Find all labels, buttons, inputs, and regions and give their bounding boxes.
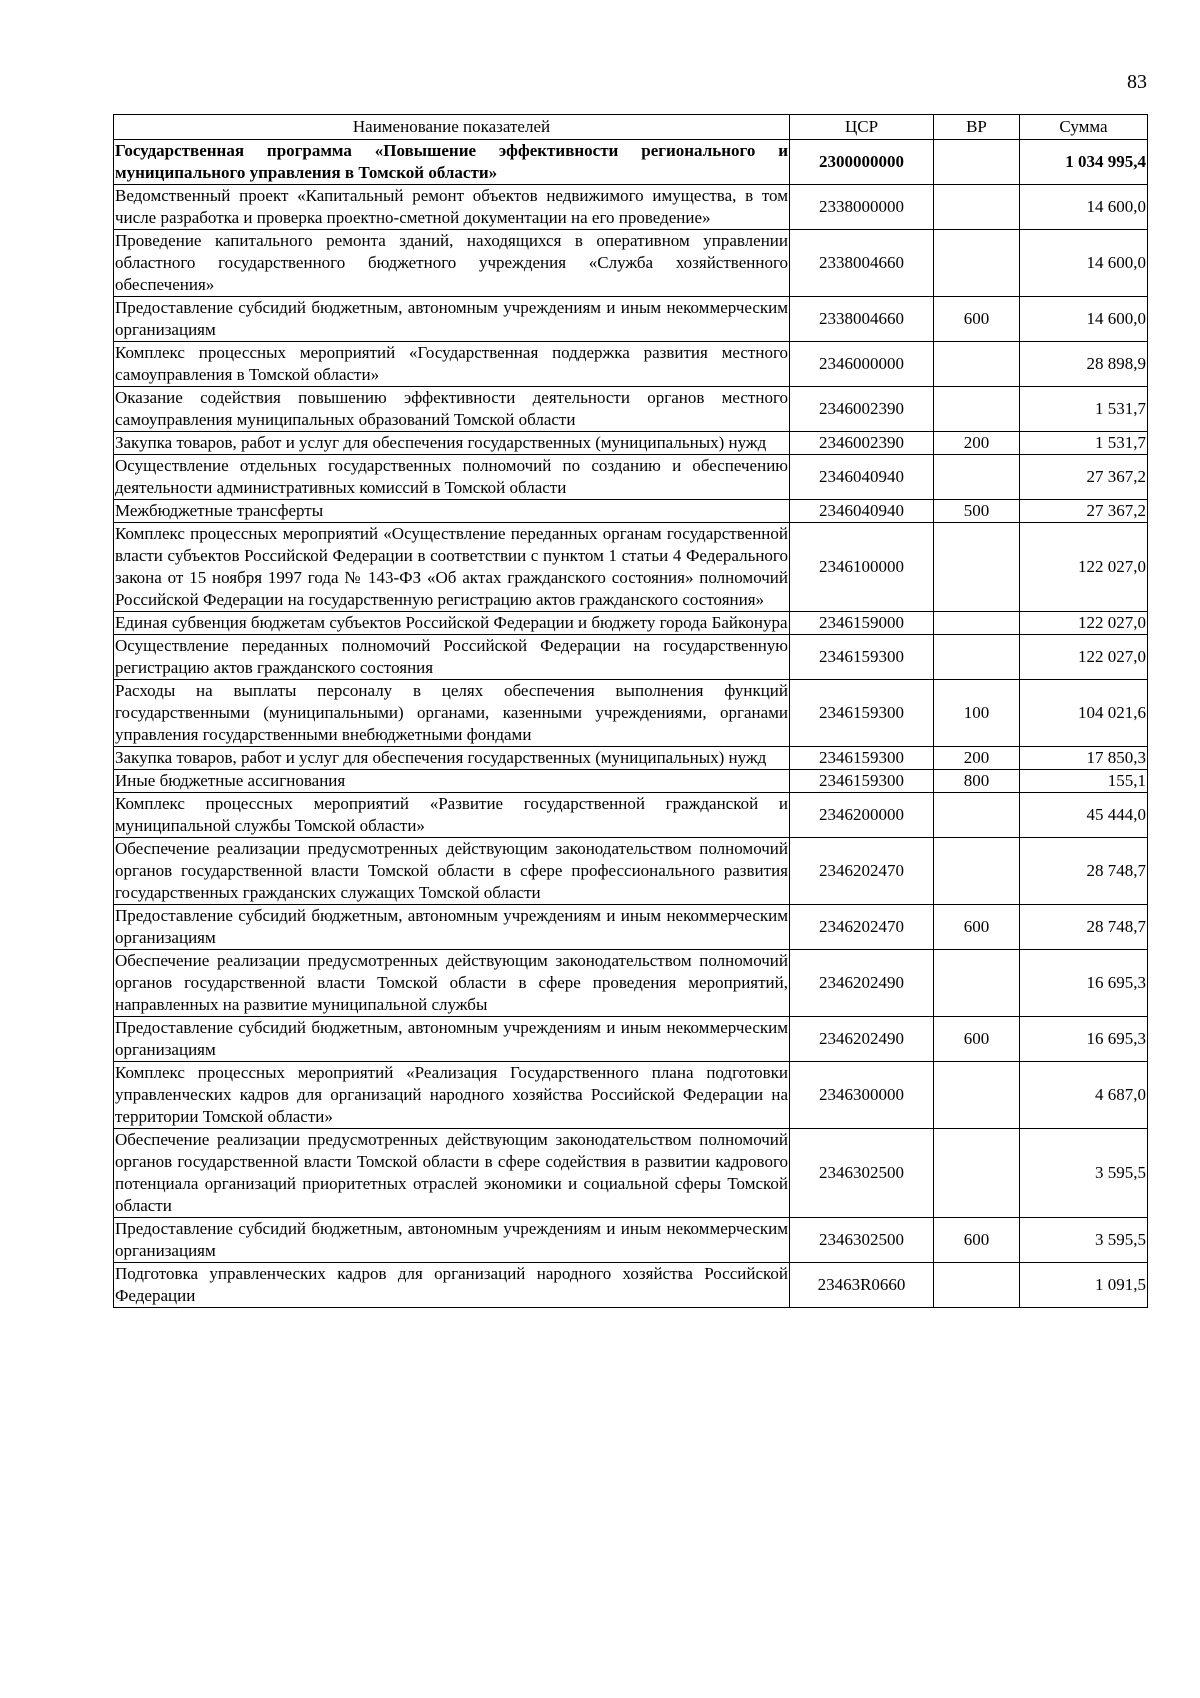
- row-sum: 4 687,0: [1020, 1062, 1148, 1129]
- row-name: Предоставление субсидий бюджетным, автономным учреждениям и иным некоммерческим организациям: [114, 1218, 790, 1263]
- table-row: [114, 747, 1148, 770]
- row-name: Комплекс процессных мероприятий «Реализация Государственного плана подготовки управленческих кадров для организаций народного хозяйства Российской Федерации на территории Томской области»: [114, 1062, 790, 1129]
- row-csr: 2346159300: [790, 770, 934, 793]
- row-csr: 23463R0660: [790, 1263, 934, 1308]
- row-name: Предоставление субсидий бюджетным, автономным учреждениям и иным некоммерческим организациям: [114, 297, 790, 342]
- table-row: [114, 342, 1148, 387]
- row-csr: 2346040940: [790, 500, 934, 523]
- table-row: [114, 1218, 1148, 1263]
- row-sum: 1 531,7: [1020, 432, 1148, 455]
- row-name: Ведомственный проект «Капитальный ремонт объектов недвижимого имущества, в том числе разработка и проверка проектно-сметной документации на его проведение»: [114, 185, 790, 230]
- table-row: [114, 1129, 1148, 1218]
- header-sum: Сумма: [1020, 115, 1148, 140]
- row-csr: 2346100000: [790, 523, 934, 612]
- row-vr: 500: [934, 500, 1020, 523]
- table-body: [114, 140, 1148, 1308]
- row-name: Подготовка управленческих кадров для организаций народного хозяйства Российской Федерации: [114, 1263, 790, 1308]
- row-csr: 2338000000: [790, 185, 934, 230]
- row-sum: 27 367,2: [1020, 500, 1148, 523]
- table-row: [114, 297, 1148, 342]
- row-name: Осуществление переданных полномочий Российской Федерации на государственную регистрацию актов гражданского состояния: [114, 635, 790, 680]
- row-vr: [934, 950, 1020, 1017]
- table-row: [114, 612, 1148, 635]
- table-row: [114, 432, 1148, 455]
- row-csr: 2346202490: [790, 1017, 934, 1062]
- row-vr: [934, 612, 1020, 635]
- row-vr: [934, 140, 1020, 185]
- row-name: Обеспечение реализации предусмотренных действующим законодательством полномочий органов государственной власти Томской области в сфере профессионального развития государственных гражданских служащих Томской области: [114, 838, 790, 905]
- row-csr: 2300000000: [790, 140, 934, 185]
- header-vr: ВР: [934, 115, 1020, 140]
- header-name: Наименование показателей: [114, 115, 790, 140]
- row-vr: [934, 342, 1020, 387]
- row-sum: 45 444,0: [1020, 793, 1148, 838]
- row-name: Осуществление отдельных государственных полномочий по созданию и обеспечению деятельности административных комиссий в Томской области: [114, 455, 790, 500]
- row-vr: [934, 185, 1020, 230]
- row-sum: 3 595,5: [1020, 1218, 1148, 1263]
- row-csr: 2346200000: [790, 793, 934, 838]
- row-csr: 2346159300: [790, 680, 934, 747]
- row-sum: 122 027,0: [1020, 635, 1148, 680]
- row-sum: 27 367,2: [1020, 455, 1148, 500]
- row-sum: 28 898,9: [1020, 342, 1148, 387]
- row-sum: 17 850,3: [1020, 747, 1148, 770]
- row-name: Межбюджетные трансферты: [114, 500, 790, 523]
- row-csr: 2346300000: [790, 1062, 934, 1129]
- row-vr: 100: [934, 680, 1020, 747]
- table-row: [114, 230, 1148, 297]
- row-csr: 2338004660: [790, 230, 934, 297]
- row-vr: 600: [934, 1218, 1020, 1263]
- row-name: Предоставление субсидий бюджетным, автономным учреждениям и иным некоммерческим организациям: [114, 905, 790, 950]
- row-csr: 2346159000: [790, 612, 934, 635]
- row-vr: 600: [934, 1017, 1020, 1062]
- table-row: [114, 1062, 1148, 1129]
- row-name: Закупка товаров, работ и услуг для обеспечения государственных (муниципальных) нужд: [114, 747, 790, 770]
- row-csr: 2346202490: [790, 950, 934, 1017]
- row-vr: 200: [934, 432, 1020, 455]
- row-sum: 3 595,5: [1020, 1129, 1148, 1218]
- header-csr: ЦСР: [790, 115, 934, 140]
- table-row: [114, 905, 1148, 950]
- row-name: Предоставление субсидий бюджетным, автономным учреждениям и иным некоммерческим организациям: [114, 1017, 790, 1062]
- table-header-row: [114, 115, 1148, 140]
- row-vr: [934, 793, 1020, 838]
- budget-table: [113, 114, 1148, 1308]
- row-vr: [934, 230, 1020, 297]
- row-sum: 16 695,3: [1020, 950, 1148, 1017]
- row-sum: 1 091,5: [1020, 1263, 1148, 1308]
- table-row: [114, 387, 1148, 432]
- row-vr: [934, 455, 1020, 500]
- row-csr: 2346002390: [790, 432, 934, 455]
- row-csr: 2346000000: [790, 342, 934, 387]
- row-sum: 104 021,6: [1020, 680, 1148, 747]
- row-sum: 28 748,7: [1020, 838, 1148, 905]
- row-sum: 28 748,7: [1020, 905, 1148, 950]
- table-row: [114, 1017, 1148, 1062]
- row-sum: 122 027,0: [1020, 523, 1148, 612]
- table-row: [114, 140, 1148, 185]
- row-vr: [934, 387, 1020, 432]
- row-sum: 14 600,0: [1020, 297, 1148, 342]
- row-name: Единая субвенция бюджетам субъектов Российской Федерации и бюджету города Байконура: [114, 612, 790, 635]
- table-row: [114, 793, 1148, 838]
- table-row: [114, 950, 1148, 1017]
- row-vr: [934, 1263, 1020, 1308]
- row-vr: [934, 635, 1020, 680]
- row-vr: [934, 1062, 1020, 1129]
- row-name: Проведение капитального ремонта зданий, находящихся в оперативном управлении областного государственного бюджетного учреждения «Служба хозяйственного обеспечения»: [114, 230, 790, 297]
- table-row: [114, 523, 1148, 612]
- row-sum: 14 600,0: [1020, 185, 1148, 230]
- table-row: [114, 185, 1148, 230]
- row-csr: 2346002390: [790, 387, 934, 432]
- row-sum: 122 027,0: [1020, 612, 1148, 635]
- row-sum: 16 695,3: [1020, 1017, 1148, 1062]
- row-name: Иные бюджетные ассигнования: [114, 770, 790, 793]
- row-name: Государственная программа «Повышение эффективности регионального и муниципального управления в Томской области»: [114, 140, 790, 185]
- row-sum: 1 034 995,4: [1020, 140, 1148, 185]
- row-vr: [934, 523, 1020, 612]
- row-name: Комплекс процессных мероприятий «Государственная поддержка развития местного самоуправления в Томской области»: [114, 342, 790, 387]
- table-row: [114, 455, 1148, 500]
- row-csr: 2346040940: [790, 455, 934, 500]
- row-csr: 2346159300: [790, 747, 934, 770]
- row-name: Комплекс процессных мероприятий «Развитие государственной гражданской и муниципальной службы Томской области»: [114, 793, 790, 838]
- row-name: Расходы на выплаты персоналу в целях обеспечения выполнения функций государственными (муниципальными) органами, казенными учреждениями, органами управления государственными внебюджетными фондами: [114, 680, 790, 747]
- row-vr: [934, 1129, 1020, 1218]
- row-vr: [934, 838, 1020, 905]
- row-vr: 600: [934, 297, 1020, 342]
- row-sum: 14 600,0: [1020, 230, 1148, 297]
- row-sum: 155,1: [1020, 770, 1148, 793]
- row-name: Обеспечение реализации предусмотренных действующим законодательством полномочий органов государственной власти Томской области в сфере проведения мероприятий, направленных на развитие муниципальной службы: [114, 950, 790, 1017]
- row-name: Закупка товаров, работ и услуг для обеспечения государственных (муниципальных) нужд: [114, 432, 790, 455]
- table-row: [114, 680, 1148, 747]
- row-csr: 2346159300: [790, 635, 934, 680]
- table-row: [114, 635, 1148, 680]
- row-csr: 2338004660: [790, 297, 934, 342]
- row-name: Обеспечение реализации предусмотренных действующим законодательством полномочий органов государственной власти Томской области в сфере содействия в развитии кадрового потенциала организаций приоритетных отраслей экономики и социальной сферы Томской области: [114, 1129, 790, 1218]
- table-row: [114, 1263, 1148, 1308]
- row-name: Комплекс процессных мероприятий «Осуществление переданных органам государственной власти субъектов Российской Федерации в соответствии с пунктом 1 статьи 4 Федерального закона от 15 ноября 1997 года № 143-ФЗ «Об актах гражданского состояния» полномочий Российской Федерации на государственную регистрацию актов гражданского состояния»: [114, 523, 790, 612]
- row-vr: 600: [934, 905, 1020, 950]
- table-row: [114, 838, 1148, 905]
- row-sum: 1 531,7: [1020, 387, 1148, 432]
- row-vr: 800: [934, 770, 1020, 793]
- table-row: [114, 500, 1148, 523]
- page-number: 83: [1127, 71, 1147, 93]
- row-csr: 2346202470: [790, 838, 934, 905]
- row-name: Оказание содействия повышению эффективности деятельности органов местного самоуправления муниципальных образований Томской области: [114, 387, 790, 432]
- row-vr: 200: [934, 747, 1020, 770]
- row-csr: 2346202470: [790, 905, 934, 950]
- row-csr: 2346302500: [790, 1129, 934, 1218]
- row-csr: 2346302500: [790, 1218, 934, 1263]
- table-row: [114, 770, 1148, 793]
